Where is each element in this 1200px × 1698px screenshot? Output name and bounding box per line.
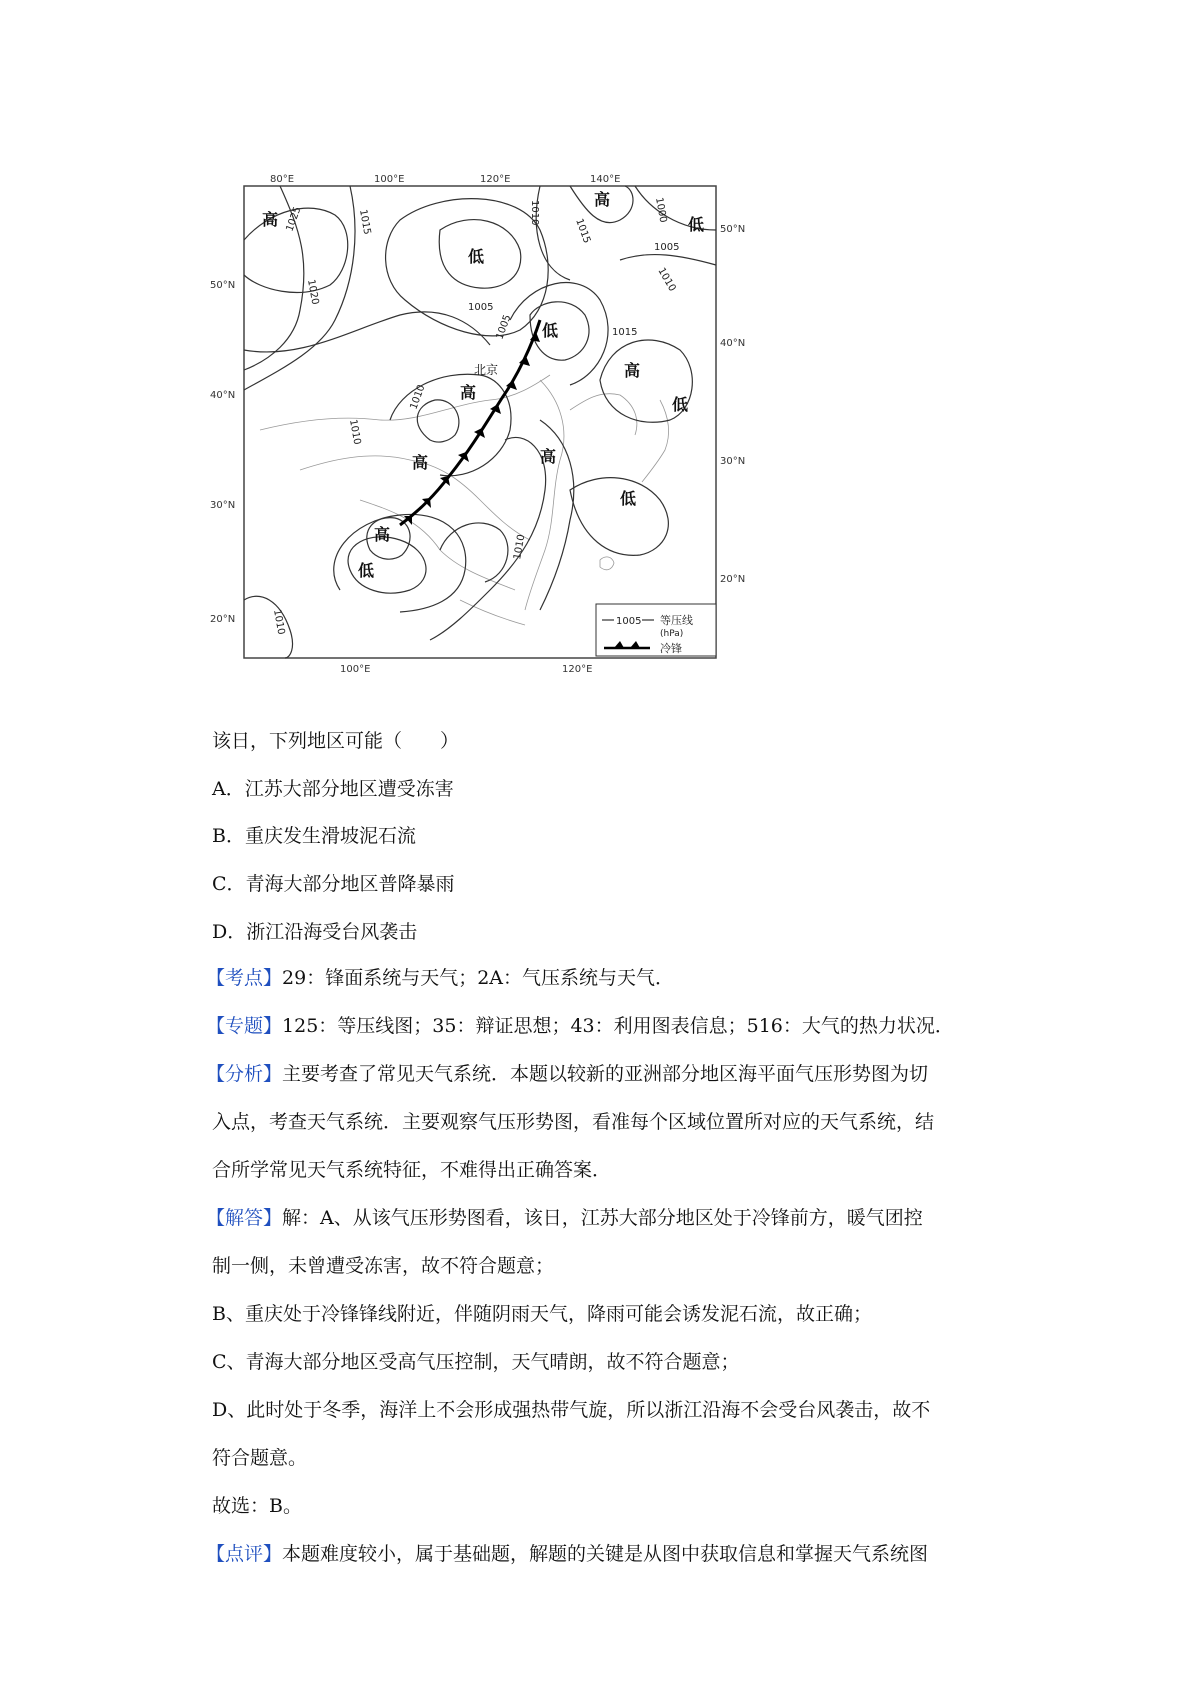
legend-isobar-label: 等压线: [660, 614, 693, 627]
isobar-label: 1000: [653, 196, 669, 224]
lon-label: 100°E: [340, 664, 371, 675]
isobar-label: 1010: [271, 608, 287, 636]
jieda-tag: 【解答】: [206, 1207, 283, 1229]
lon-label: 120°E: [562, 664, 593, 675]
low-center-label: 低: [542, 321, 559, 340]
low-center-label: 低: [688, 215, 705, 234]
lat-label: 20°N: [720, 574, 746, 585]
lat-label: 50°N: [720, 224, 746, 235]
fenxi-tag: 【分析】: [206, 1063, 283, 1085]
isobar-label: 1010: [529, 200, 540, 226]
isobar-label: 1010: [408, 383, 428, 412]
lon-label: 100°E: [374, 174, 405, 185]
high-center-label: 高: [412, 453, 429, 472]
high-center-label: 高: [460, 383, 477, 402]
lon-label: 80°E: [270, 174, 295, 185]
fenxi-line-1: [206, 1059, 928, 1086]
low-center-label: 低: [672, 395, 689, 414]
lon-label: 140°E: [590, 174, 621, 185]
question-stem: 该日，下列地区可能（ ）: [212, 730, 460, 752]
isobar-label: 1005: [494, 313, 514, 342]
lat-label: 40°N: [720, 338, 746, 349]
lat-label: 50°N: [210, 280, 236, 291]
legend-isobar-sample: 1005: [616, 616, 642, 627]
dianping-text: 本题难度较小，属于基础题，解题的关键是从图中获取信息和掌握天气系统图: [282, 1543, 929, 1565]
low-center-label: 低: [620, 489, 637, 508]
dianping-section: [206, 1539, 928, 1566]
isobar-label: 1010: [512, 533, 528, 561]
dianping-tag: 【点评】: [206, 1543, 283, 1565]
legend-unit: (hPa): [660, 629, 684, 639]
isobar-label: 1010: [655, 266, 678, 294]
high-center-label: 高: [262, 210, 279, 229]
lat-label: 40°N: [210, 390, 236, 401]
lat-label: 30°N: [210, 500, 236, 511]
fenxi-text-1: 主要考查了常见天气系统．本题以较新的亚洲部分地区海平面气压形势图为切: [282, 1063, 929, 1085]
isobar-label: 1015: [612, 327, 638, 338]
isobar-label: 1015: [573, 217, 593, 245]
zhuanti-text: 125：等压线图；35：辩证思想；43：利用图表信息；516：大气的热力状况．: [282, 1015, 954, 1037]
jieda-line-1: [206, 1203, 923, 1230]
jieda-answer: 故选：B。: [212, 1495, 302, 1517]
isobar-label: 1010: [347, 418, 363, 446]
kaodian-tag: 【考点】: [206, 967, 283, 989]
jieda-text-1: 解：A、从该气压形势图看，该日，江苏大部分地区处于冷锋前方，暖气团控: [282, 1207, 923, 1229]
fenxi-line-2: 入点，考查天气系统．主要观察气压形势图，看准每个区域位置所对应的天气系统，结: [212, 1111, 935, 1133]
isobar-label: 1015: [357, 208, 373, 236]
low-center-label: 低: [468, 247, 485, 266]
high-center-label: 高: [594, 190, 611, 209]
lat-label: 20°N: [210, 614, 236, 625]
isobar-label: 1025: [284, 205, 304, 234]
isobar-label: 1005: [654, 242, 680, 253]
map-legend: [596, 604, 716, 656]
pressure-map: [210, 170, 780, 690]
high-center-label: 高: [374, 525, 391, 544]
high-center-label: 高: [624, 361, 641, 380]
isobar-label: 1005: [468, 302, 494, 313]
low-center-label: 低: [358, 561, 375, 580]
option-a: A．江苏大部分地区遭受冻害: [212, 778, 454, 800]
jieda-line-6: 符合题意。: [212, 1447, 308, 1469]
high-center-label: 高: [540, 447, 557, 466]
zhuanti-section: [206, 1011, 954, 1038]
kaodian-section: [206, 963, 674, 990]
zhuanti-tag: 【专题】: [206, 1015, 283, 1037]
fenxi-line-3: 合所学常见天气系统特征，不难得出正确答案．: [212, 1159, 612, 1181]
lon-label: 120°E: [480, 174, 511, 185]
legend-cold-front-label: 冷锋: [660, 642, 682, 655]
option-d: D．浙江沿海受台风袭击: [212, 921, 418, 943]
jieda-line-4: C、青海大部分地区受高气压控制，天气晴朗，故不符合题意；: [212, 1351, 740, 1373]
option-b: B．重庆发生滑坡泥石流: [212, 825, 416, 847]
option-c: C．青海大部分地区普降暴雨: [212, 873, 455, 895]
kaodian-text: 29：锋面系统与天气；2A：气压系统与天气．: [282, 967, 675, 989]
lat-label: 30°N: [720, 456, 746, 467]
jieda-line-3: B、重庆处于冷锋锋线附近，伴随阴雨天气，降雨可能会诱发泥石流，故正确；: [212, 1303, 872, 1325]
beijing-label: 北京: [474, 363, 499, 377]
jieda-line-5: D、此时处于冬季，海洋上不会形成强热带气旋，所以浙江沿海不会受台风袭击，故不: [212, 1399, 931, 1421]
isobar-label: 1020: [305, 278, 321, 306]
jieda-line-2: 制一侧，未曾遭受冻害，故不符合题意；: [212, 1255, 555, 1277]
